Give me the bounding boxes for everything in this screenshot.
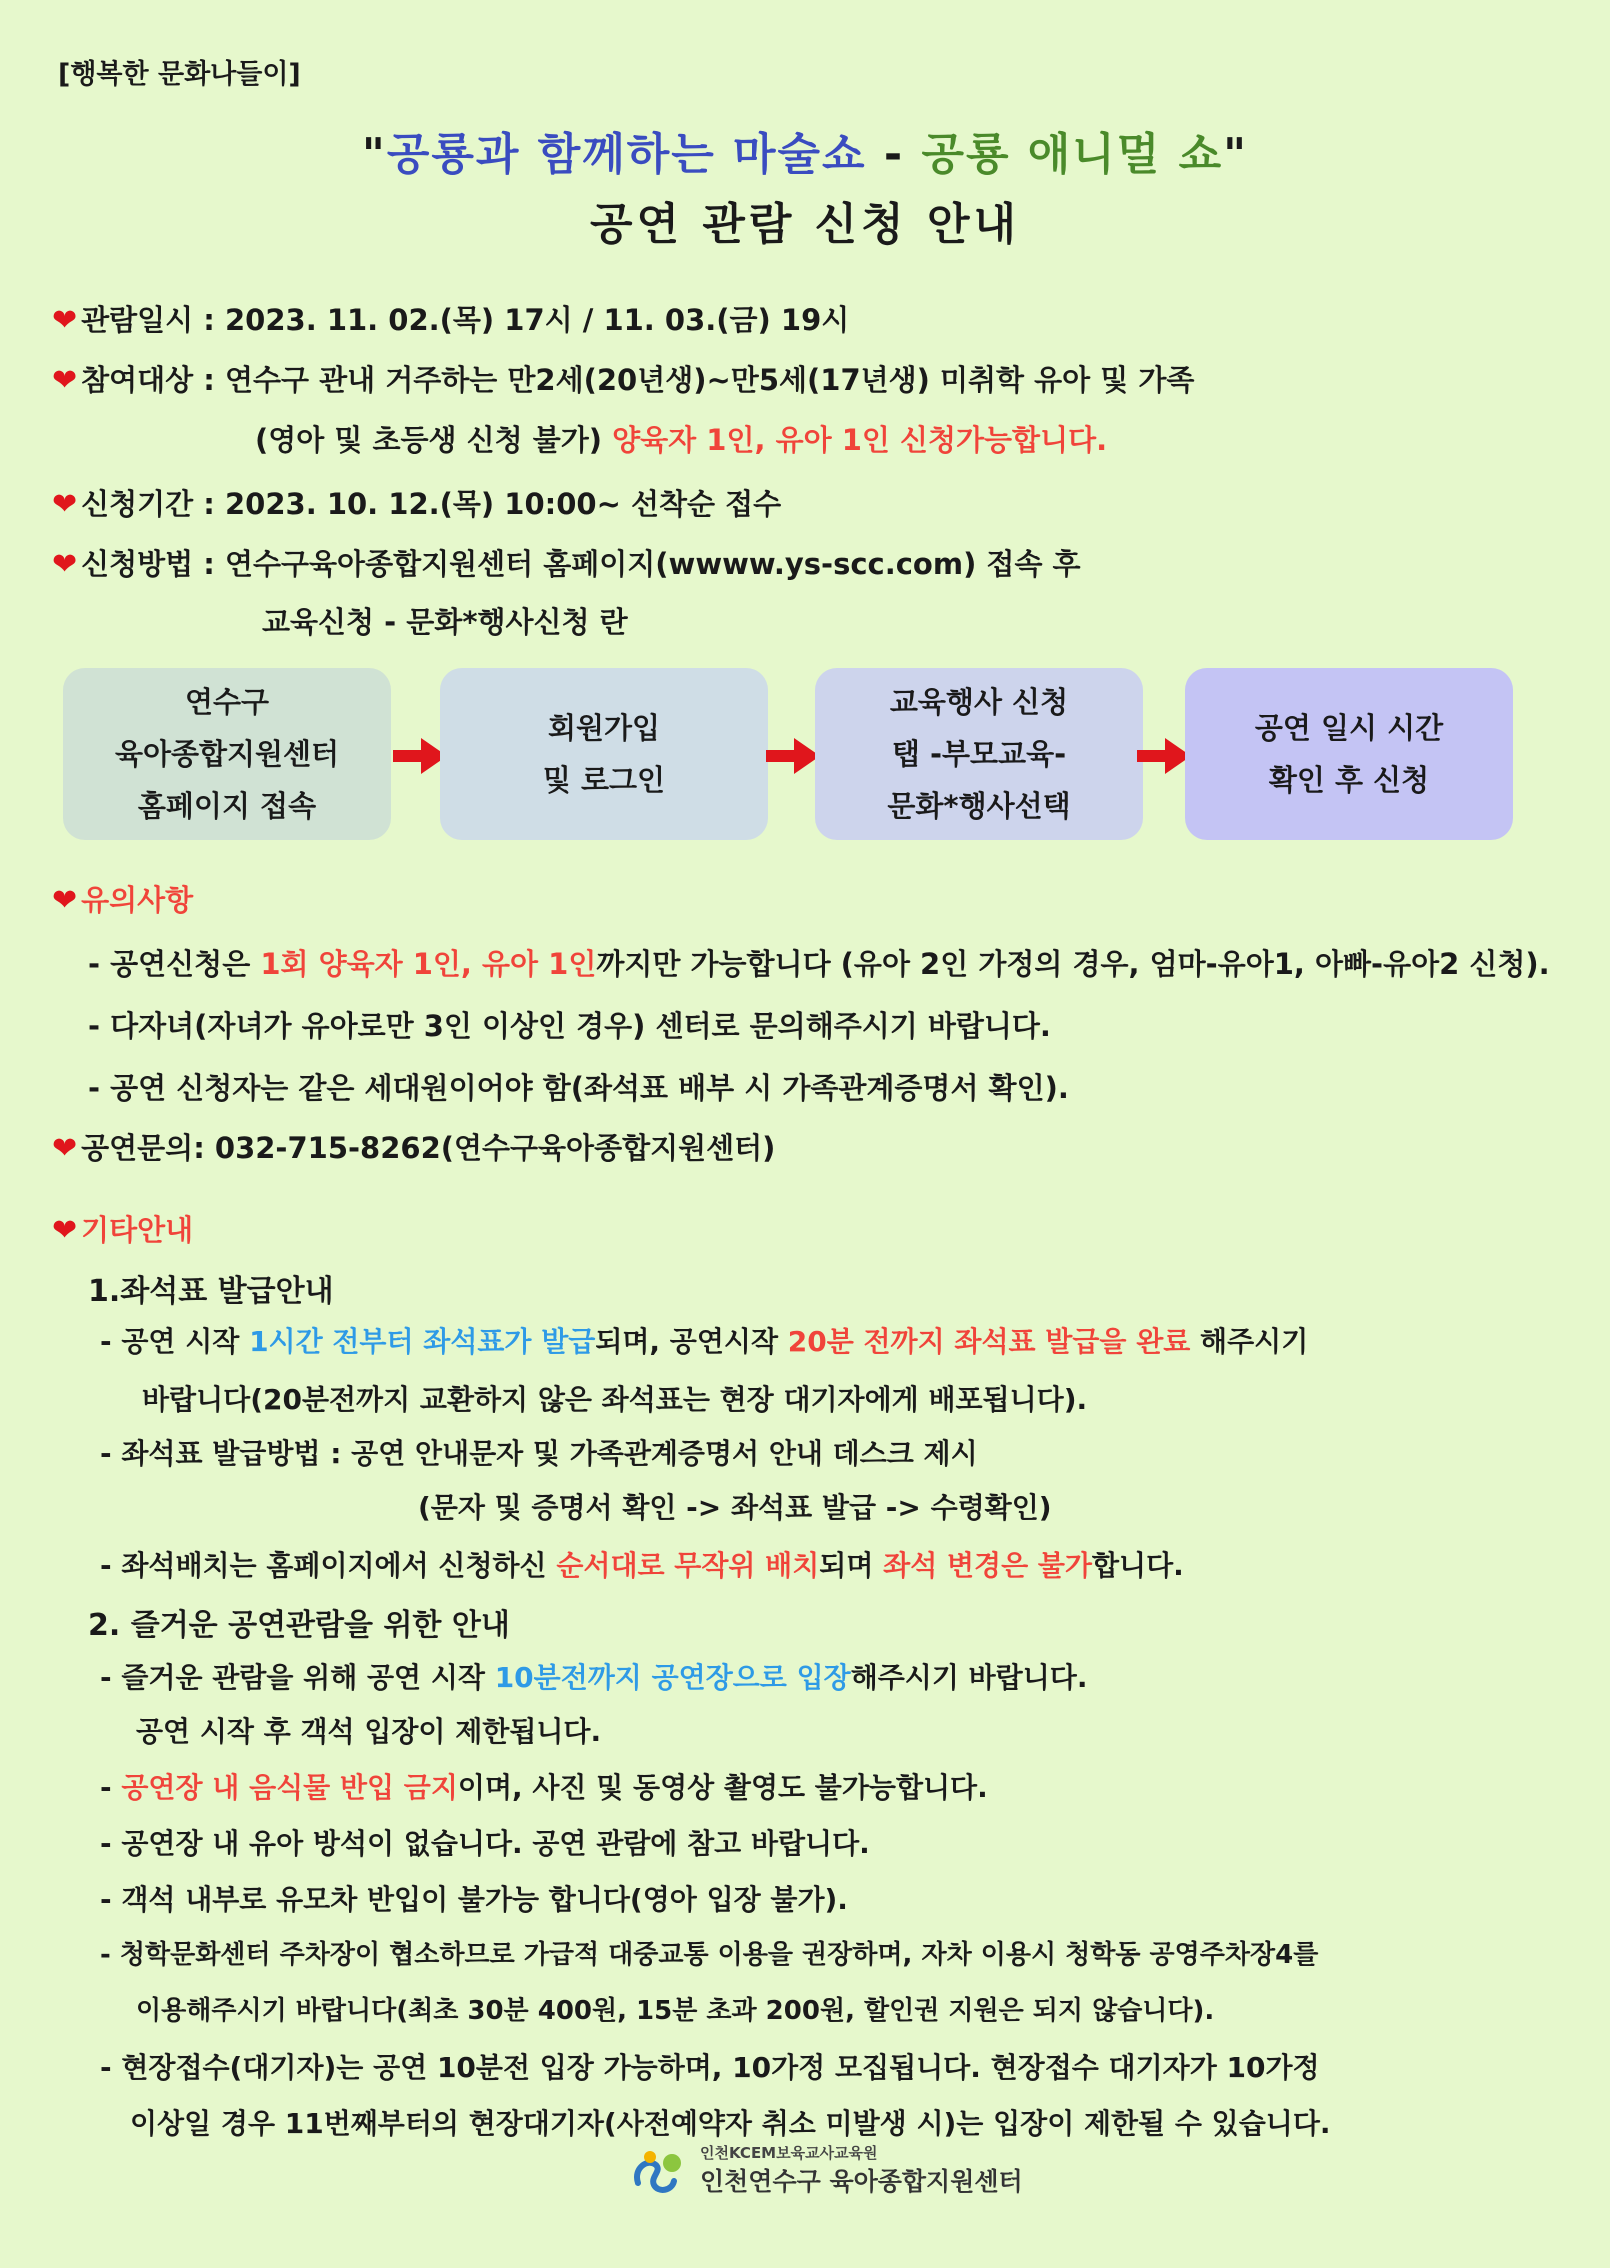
s2-item-3: - 공연장 내 유아 방석이 없습니다. 공연 관람에 참고 바랍니다. (100, 1827, 870, 1860)
etc-highlight-red: 좌석 변경은 불가 (883, 1549, 1092, 1582)
etc-highlight-red: 공연장 내 음식물 반입 금지 (121, 1771, 458, 1804)
etc-text: - 즐거운 관람을 위해 공연 시작 (100, 1661, 495, 1694)
step-line: 공연 일시 시간 (1254, 711, 1444, 745)
target-note-highlight: 양육자 1인, 유아 1인 신청가능합니다. (612, 423, 1108, 457)
step-line: 연수구 (184, 685, 270, 719)
target-note-row (255, 418, 1107, 459)
notice-text: 까지만 가능합니다 (유아 2인 가정의 경우, 엄마-유아1, 아빠-유아2 신청). (596, 947, 1550, 981)
heart-icon: ❤ (52, 883, 78, 918)
target-value: 연수구 관내 거주하는 만2세(20년생)~만5세(17년생) 미취학 유아 및 가족 (225, 363, 1195, 397)
etc-text: 해주시기 (1190, 1325, 1309, 1358)
etc-text: 합니다. (1091, 1549, 1184, 1582)
step-line: 확인 후 신청 (1268, 763, 1430, 797)
heart-icon: ❤ (52, 547, 78, 582)
title-quote-close: " (1223, 129, 1249, 180)
org-name: 인천연수구 육아종합지원센터 (700, 2167, 1023, 2196)
step-line: 육아종합지원센터 (114, 737, 340, 771)
target-note: (영아 및 초등생 신청 불가) (255, 423, 613, 457)
step-line: 및 로그인 (542, 763, 666, 797)
center-logo-icon (628, 2143, 688, 2203)
s1-item-2: - 좌석표 발급방법 : 공연 안내문자 및 가족관계증명서 안내 데스크 제시 (100, 1437, 978, 1470)
notice-item-3: - 공연 신청자는 같은 세대원이어야 함(좌석표 배부 시 가족관계증명서 확인). (88, 1071, 1069, 1105)
etc-text: - (100, 1771, 122, 1804)
org-subtitle: 인천KCEM보육교사교육원 (700, 2144, 878, 2162)
etc-text: 되며, 공연시작 (595, 1325, 788, 1358)
notice-title: 유의사항 (81, 883, 194, 917)
step-box-apply-tab (815, 668, 1143, 840)
s2-item-4: - 객석 내부로 유모차 반입이 불가능 합니다(영아 입장 불가). (100, 1883, 848, 1916)
etc-text: - 공연 시작 (100, 1325, 250, 1358)
step-box-confirm (1185, 668, 1513, 840)
notice-highlight: 1회 양육자 1인, 유아 1인 (260, 947, 597, 981)
s2-item-2 (100, 1766, 988, 1806)
etc-text: 되며 (819, 1549, 884, 1582)
s2-item-1 (100, 1656, 1087, 1696)
title-quote-open: " (361, 129, 387, 180)
date-row (52, 298, 849, 339)
arrow-right-icon (766, 736, 822, 776)
s1-item-1-line2: 바랍니다(20분전까지 교환하지 않은 좌석표는 현장 대기자에게 배포됩니다). (142, 1383, 1088, 1416)
etc-text: - 좌석배치는 홈페이지에서 신청하신 (100, 1549, 557, 1582)
heart-icon: ❤ (52, 303, 78, 338)
title-part1: 공룡과 함께하는 마술쇼 (386, 129, 867, 180)
date-value: 2023. 11. 02.(목) 17시 / 11. 03.(금) 19시 (225, 303, 850, 337)
date-label: 관람일시 : (81, 303, 225, 337)
target-row (52, 358, 1194, 399)
etc-heading (52, 1208, 193, 1249)
period-row (52, 482, 781, 523)
step-line: 홈페이지 접속 (137, 789, 317, 823)
period-label: 신청기간 : (81, 487, 225, 521)
step-box-signup (440, 668, 768, 840)
heart-icon: ❤ (52, 1213, 78, 1248)
s2-item-5: - 청학문화센터 주차장이 협소하므로 가급적 대중교통 이용을 권장하며, 자차 이용시 청학동 공영주차장4를 (100, 1940, 1319, 1970)
etc-highlight-blue: 10분전까지 공연장으로 입장 (494, 1661, 851, 1694)
s2-item-6: - 현장접수(대기자)는 공연 10분전 입장 가능하며, 10가정 모집됩니다. 현장접수 대기자가 10가정 (100, 2051, 1320, 2084)
contact-row (52, 1126, 775, 1167)
main-title (0, 118, 1610, 182)
etc-title: 기타안내 (81, 1213, 194, 1247)
method-label: 신청방법 : (81, 547, 225, 581)
section1-title: 1.좌석표 발급안내 (88, 1274, 334, 1309)
etc-highlight-red: 순서대로 무작위 배치 (556, 1549, 820, 1582)
title-dash: - (866, 129, 922, 180)
notice-item-1 (88, 942, 1550, 983)
contact-text: 공연문의: 032-715-8262(연수구육아종합지원센터) (81, 1131, 776, 1165)
etc-text: 해주시기 바랍니다. (850, 1661, 1088, 1694)
step-line: 탭 -부모교육- (891, 737, 1067, 771)
s1-item-2-line2: (문자 및 증명서 확인 -> 좌석표 발급 -> 수령확인) (418, 1491, 1052, 1524)
heart-icon: ❤ (52, 363, 78, 398)
notice-heading (52, 878, 193, 919)
etc-highlight-red: 20분 전까지 좌석표 발급을 완료 (787, 1325, 1191, 1358)
period-value: 2023. 10. 12.(목) 10:00~ 선착순 접수 (225, 487, 782, 521)
step-box-homepage (63, 668, 391, 840)
heart-icon: ❤ (52, 1131, 78, 1166)
etc-highlight-blue: 1시간 전부터 좌석표가 발급 (249, 1325, 596, 1358)
notice-item-2: - 다자녀(자녀가 유아로만 3인 이상인 경우) 센터로 문의해주시기 바랍니다. (88, 1009, 1051, 1043)
etc-text: 이며, 사진 및 동영상 촬영도 불가능합니다. (457, 1771, 988, 1804)
step-line: 회원가입 (547, 711, 661, 745)
s2-item-1-line2: 공연 시작 후 객석 입장이 제한됩니다. (136, 1715, 602, 1748)
title-part2: 공룡 애니멀 쇼 (921, 129, 1224, 180)
s1-item-1 (100, 1320, 1308, 1360)
method-row (52, 542, 1081, 583)
step-line: 문화*행사선택 (887, 789, 1071, 823)
step-line: 교육행사 신청 (889, 685, 1069, 719)
method-value: 연수구육아종합지원센터 홈페이지(wwww.ys-scc.com) 접속 후 (225, 547, 1081, 581)
target-label: 참여대상 : (81, 363, 225, 397)
section2-title: 2. 즐거운 공연관람을 위한 안내 (88, 1608, 510, 1643)
s2-item-6-line2: 이상일 경우 11번째부터의 현장대기자(사전예약자 취소 미발생 시)는 입장이 제한될 수 있습니다. (130, 2107, 1331, 2140)
subtitle: 공연 관람 신청 안내 (590, 199, 1020, 250)
s1-item-3 (100, 1544, 1184, 1584)
s2-item-5-line2: 이용해주시기 바랍니다(최초 30분 400원, 15분 초과 200원, 할인권 지원은 되지 않습니다). (136, 1996, 1215, 2026)
category-tag: [행복한 문화나들이] (58, 59, 301, 90)
heart-icon: ❤ (52, 487, 78, 522)
notice-text: - 공연신청은 (88, 947, 261, 981)
method-value-line2: 교육신청 - 문화*행사신청 란 (262, 605, 628, 639)
